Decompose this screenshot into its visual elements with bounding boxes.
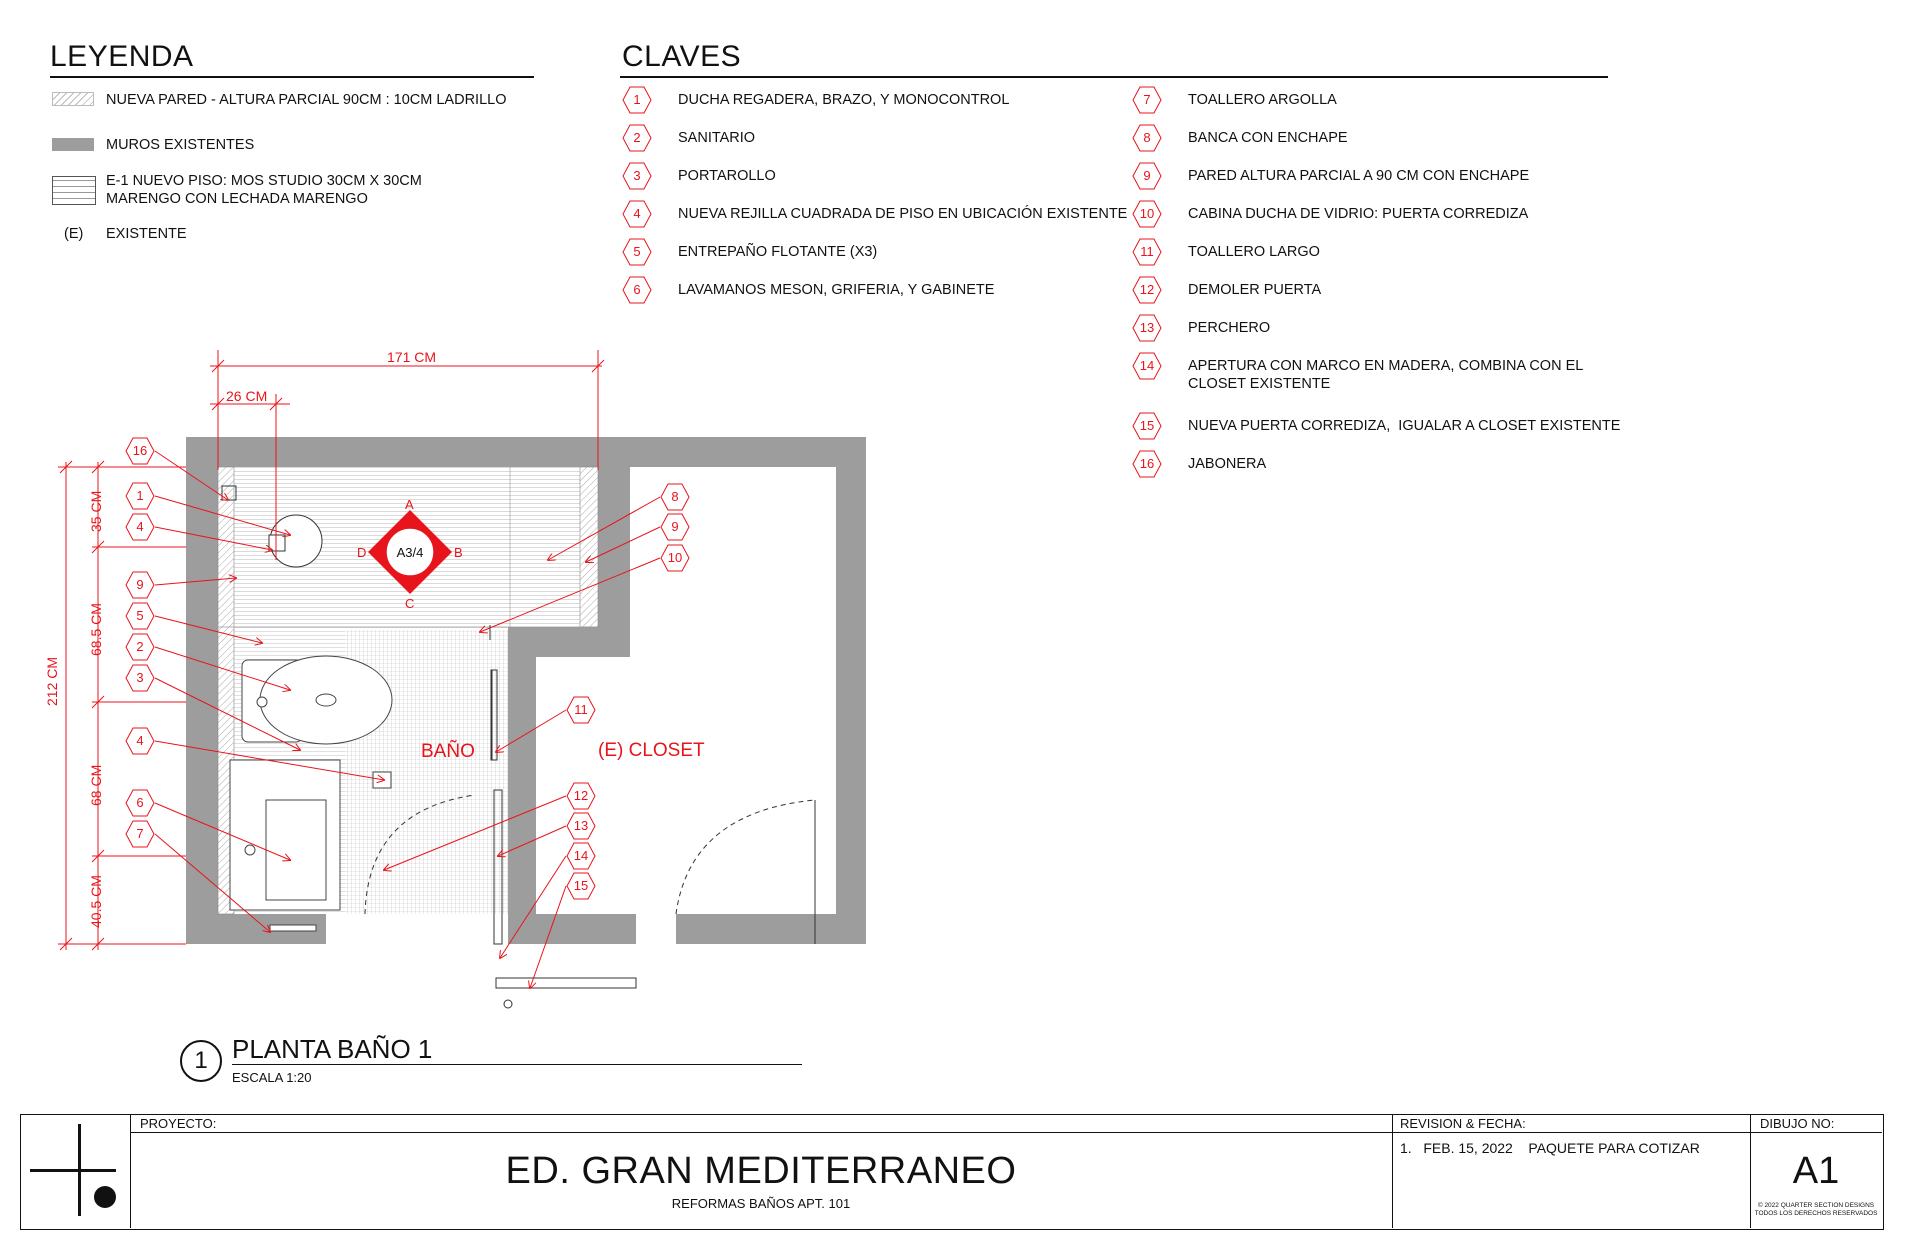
key-number: 2 [633, 130, 641, 145]
section-marker-top: A [405, 497, 414, 512]
copyright: © 2022 QUARTER SECTION DESIGNS TODOS LOS DERECHOS RESERVADOS [1754, 1202, 1878, 1217]
logo-horizontal-bar [30, 1169, 116, 1172]
key-number: 15 [1139, 418, 1155, 433]
dim-top-total: 171 CM [387, 349, 437, 365]
key-number: 7 [1143, 92, 1151, 107]
section-marker-left: D [357, 545, 367, 560]
legend-label-new-floor: E-1 NUEVO PISO: MOS STUDIO 30CM X 30CM MARENGO CON LECHADA MARENGO [106, 173, 422, 207]
plan-tag-number: 4 [136, 733, 144, 748]
key-label: JABONERA [1188, 456, 1267, 472]
leyenda-title: LEYENDA [50, 40, 194, 73]
key-label: SANITARIO [678, 130, 756, 146]
plan-tag [125, 601, 155, 631]
plan-tag-number: 3 [136, 670, 144, 685]
plan-tag-number: 4 [136, 519, 144, 534]
plan-tag-number: 15 [573, 878, 589, 893]
plan-tag [566, 695, 596, 725]
drawing-title: PLANTA BAÑO 1 [232, 1034, 433, 1064]
plan-tag [660, 482, 690, 512]
key-number: 16 [1139, 456, 1155, 471]
dim-left-seg-3: 68 CM [88, 764, 104, 806]
dim-left-seg-4: 40.5 CM [88, 875, 104, 928]
section-marker-bottom: C [405, 596, 415, 611]
plan-tag-number: 6 [136, 795, 144, 810]
key-label: PORTAROLLO [678, 168, 776, 184]
partial-wall-bench [580, 467, 598, 627]
plan-tag-number: 10 [667, 550, 683, 565]
key-label: DEMOLER PUERTA [1188, 282, 1322, 298]
key-number: 10 [1139, 206, 1155, 221]
logo-dot [94, 1186, 116, 1208]
revision-label: REVISION & FECHA: [1400, 1116, 1526, 1131]
proyecto-label: PROYECTO: [140, 1116, 217, 1131]
key-number: 13 [1139, 320, 1155, 335]
key-number: 3 [633, 168, 641, 183]
key-label: PERCHERO [1188, 320, 1271, 336]
key-label: BANCA CON ENCHAPE [1188, 130, 1348, 146]
dim-left-total: 212 CM [44, 656, 60, 706]
room-label-closet: (E) CLOSET [598, 740, 705, 761]
key-number: 4 [633, 206, 641, 221]
firm-logo [30, 1124, 122, 1220]
revision-entry: 1. FEB. 15, 2022 PAQUETE PARA COTIZAR [1400, 1140, 1700, 1156]
drawing-number-circle [180, 1040, 222, 1082]
plan-tag-number: 9 [136, 577, 144, 592]
key-number: 9 [1143, 168, 1151, 183]
plan-tag-number: 8 [671, 489, 679, 504]
plan-tag [566, 781, 596, 811]
plan-tag [125, 632, 155, 662]
legend-label-new-wall: NUEVA PARED - ALTURA PARCIAL 90CM : 10CM LADRILLO [106, 92, 507, 108]
plan-tag [566, 841, 596, 871]
plan-tag [125, 436, 155, 466]
drawing-number: 1 [194, 1047, 208, 1074]
plan-tag-number: 5 [136, 608, 144, 623]
key-label: TOALLERO LARGO [1188, 244, 1320, 260]
plan-tag [566, 811, 596, 841]
key-number: 6 [633, 282, 641, 297]
legend-label-existing-walls: MUROS EXISTENTES [106, 137, 255, 153]
plan-tag [125, 481, 155, 511]
plan-tag [125, 570, 155, 600]
dim-top-small: 26 CM [226, 388, 268, 404]
project-subtitle: REFORMAS BAÑOS APT. 101 [671, 1196, 851, 1211]
key-label: TOALLERO ARGOLLA [1188, 92, 1337, 108]
key-label: NUEVA PUERTA CORREDIZA, IGUALAR A CLOSET EXISTENTE [1188, 418, 1621, 434]
key-number: 11 [1140, 244, 1154, 259]
plan-tag [125, 663, 155, 693]
dim-left-seg-1: 35 CM [88, 490, 104, 532]
plan-tag [660, 543, 690, 573]
plan-tag-number: 2 [136, 639, 144, 654]
plan-tag-number: 9 [671, 519, 679, 534]
key-label: NUEVA REJILLA CUADRADA DE PISO EN UBICACIÓN EXISTENTE [678, 206, 1128, 222]
plan-tag [125, 788, 155, 818]
key-label: PARED ALTURA PARCIAL A 90 CM CON ENCHAPE [1188, 168, 1530, 184]
dim-left-seg-2: 68.5 CM [88, 603, 104, 656]
key-label: ENTREPAÑO FLOTANTE (X3) [678, 244, 878, 260]
key-number: 5 [633, 244, 641, 259]
key-label: DUCHA REGADERA, BRAZO, Y MONOCONTROL [678, 92, 1010, 108]
legend-label-existing: EXISTENTE [106, 226, 187, 242]
plan-tag-number: 14 [573, 848, 589, 863]
key-number: 8 [1143, 130, 1151, 145]
key-number: 1 [633, 92, 641, 107]
plan-tag-number: 1 [136, 488, 144, 503]
project-name: ED. GRAN MEDITERRANEO [505, 1150, 1017, 1192]
plan-tag [125, 819, 155, 849]
drawing-title-rule [232, 1064, 802, 1065]
claves-title: CLAVES [622, 40, 742, 73]
key-label: LAVAMANOS MESON, GRIFERIA, Y GABINETE [678, 282, 995, 298]
legend-symbol-existing: (E) [64, 226, 84, 242]
plan-tag [125, 512, 155, 542]
plan-tag-number: 13 [573, 818, 589, 833]
dibujo-number: A1 [1792, 1150, 1840, 1192]
key-label: CABINA DUCHA DE VIDRIO: PUERTA CORREDIZA [1188, 206, 1529, 222]
room-label-bano: BAÑO [421, 741, 475, 762]
key-number: 14 [1139, 358, 1155, 373]
key-number: 12 [1139, 282, 1155, 297]
plan-tag-number: 7 [136, 826, 144, 841]
section-marker-right: B [454, 545, 463, 560]
dibujo-label: DIBUJO NO: [1760, 1116, 1835, 1131]
plan-tag-number: 16 [132, 443, 148, 458]
plan-tag [660, 512, 690, 542]
plan-tag-number: 12 [573, 788, 589, 803]
section-marker-center: A3/4 [396, 545, 424, 560]
plan-tag-number: 11 [574, 702, 588, 717]
plan-tag [566, 871, 596, 901]
plan-tag [125, 726, 155, 756]
key-label: APERTURA CON MARCO EN MADERA, COMBINA CON EL CLOSET EXISTENTE [1188, 358, 1584, 392]
drawing-scale: ESCALA 1:20 [232, 1070, 312, 1085]
